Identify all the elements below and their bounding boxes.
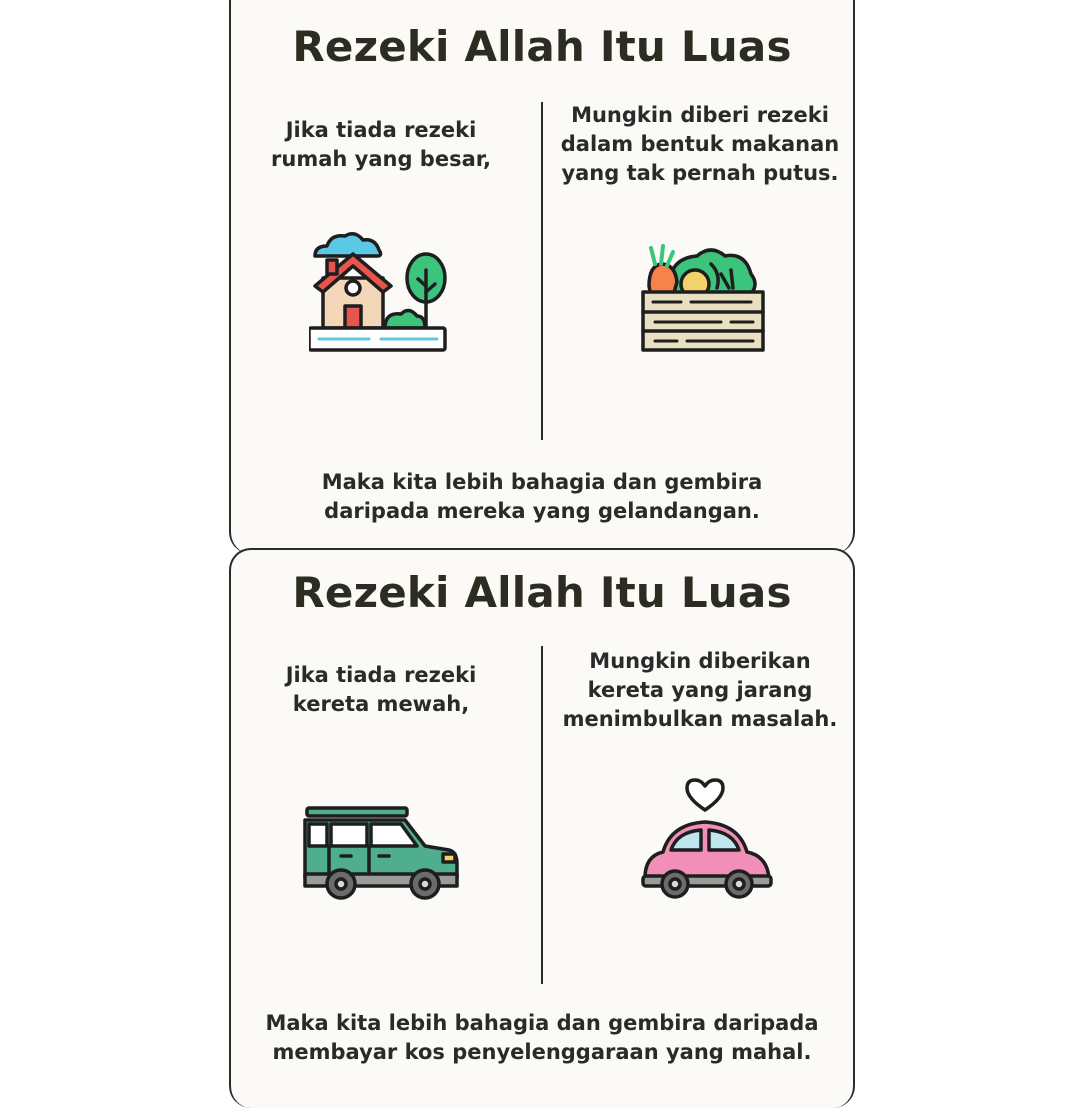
left-caption: Jika tiada rezeki rumah yang besar, [271,118,491,171]
right-caption: Mungkin diberi rezeki dalam bentuk makanan yang tak pernah putus. [560,103,840,185]
bottom-caption: Maka kita lebih bahagia dan gembira daripada mereka yang gelandangan. [321,470,763,523]
panel-title: Rezeki Allah Itu Luas [292,22,792,71]
divider [541,102,543,440]
panel-2 [229,548,855,1108]
vegetable-crate-icon [641,244,767,354]
suv-car-icon [301,806,461,902]
divider [541,646,543,984]
left-caption: Jika tiada rezeki kereta mewah, [285,663,477,716]
panel-title: Rezeki Allah Itu Luas [292,568,792,617]
house-icon [309,230,449,356]
panel-1 [229,0,855,554]
small-car-heart-icon [639,778,775,908]
bottom-caption: Maka kita lebih bahagia dan gembira daripada membayar kos penyelenggaraan yang mahal. [265,1011,819,1064]
right-caption: Mungkin diberikan kereta yang jarang menimbulkan masalah. [562,649,838,731]
